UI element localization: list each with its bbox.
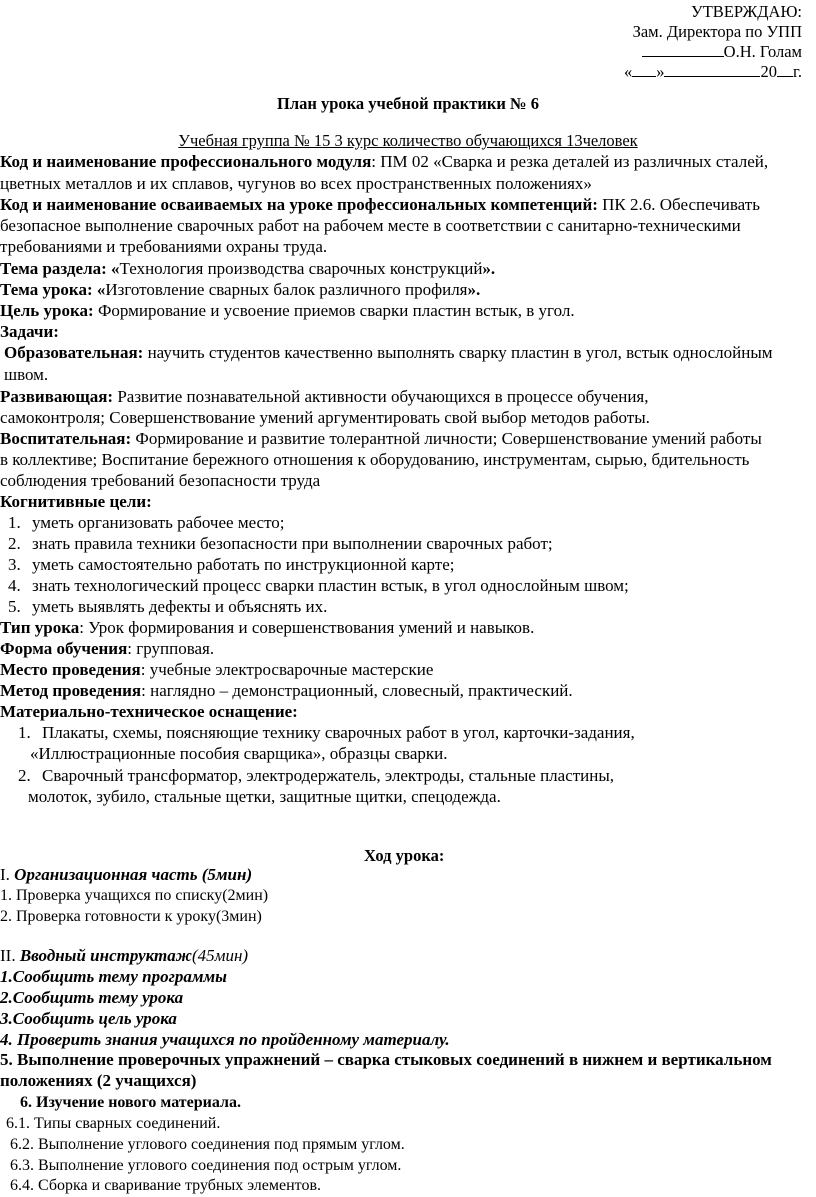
list-item bbox=[8, 575, 629, 597]
list-item bbox=[8, 533, 553, 555]
signature-blank bbox=[642, 42, 724, 57]
educational-line-1 bbox=[4, 342, 773, 364]
step-item: 3.Сообщить цель урока bbox=[0, 1009, 177, 1028]
lesson-method-label: Метод проведения bbox=[0, 681, 142, 700]
list-item-text: уметь самостоятельно работать по инструкционной карте; bbox=[32, 555, 455, 574]
list-item-text: знать правила техники безопасности при выполнении сварочных работ; bbox=[32, 534, 553, 553]
list-item-text: Проверка учащихся по списку(2мин) bbox=[16, 887, 269, 904]
list-item-number: 2. bbox=[18, 766, 31, 785]
lesson-theme-end: ». bbox=[467, 280, 481, 299]
step-item: 1.Сообщить тему программы bbox=[0, 967, 227, 986]
training-form-text: : групповая. bbox=[127, 639, 215, 658]
list-item-number: 1. bbox=[8, 513, 21, 532]
module-line-2: цветных металлов и их сплавов, чугунов во всех пространственных положениях» bbox=[0, 174, 592, 193]
year-prefix: 20 bbox=[760, 62, 777, 81]
competence-line-3: требованиями и требованиями охраны труда. bbox=[0, 237, 328, 256]
educational-text-1: научить студентов качественно выполнять сварку пластин в угол, встык однослойным bbox=[143, 343, 773, 362]
step-5-line-1: 5. Выполнение проверочных упражнений – сварка стыковых соединений в нижнем и вертикальном bbox=[0, 1050, 772, 1069]
educational-label: Образовательная: bbox=[4, 343, 144, 362]
developing-line-1 bbox=[0, 386, 649, 408]
upbringing-line-2: в коллективе; Воспитание бережного отношения к оборудованию, инструментам, сырью, бдительность bbox=[0, 450, 750, 469]
document-title: План урока учебной практики № 6 bbox=[277, 94, 539, 113]
equipment-item-1-text: Плакаты, схемы, поясняющие технику сварочных работ в угол, карточки-задания, bbox=[42, 723, 635, 742]
course-title: Ход урока: bbox=[364, 846, 445, 865]
sub-item: 6.3. Выполнение углового соединения под острым углом. bbox=[10, 1157, 402, 1174]
upbringing-text-1: Формирование и развитие толерантной личности; Совершенствование умений работы bbox=[131, 429, 762, 448]
equipment-label: Материально-техническое оснащение: bbox=[0, 702, 298, 721]
competence-line-2: безопасное выполнение сварочных работ на рабочем месте в соответствии с санитарно-техническими bbox=[0, 216, 741, 235]
part-2-heading bbox=[0, 945, 248, 967]
developing-label: Развивающая: bbox=[0, 387, 114, 406]
goal-label: Цель урока: bbox=[0, 301, 94, 320]
sub-item: 6.4. Сборка и сваривание трубных элементов. bbox=[10, 1177, 321, 1194]
lesson-theme-text: Изготовление сварных балок различного профиля bbox=[105, 280, 468, 299]
equipment-item-1 bbox=[18, 722, 635, 744]
part-1-item bbox=[0, 906, 262, 928]
step-5-line-2: положениях (2 учащихся) bbox=[0, 1071, 197, 1090]
list-item-number: 5. bbox=[8, 597, 21, 616]
developing-line-2: самоконтроля; Совершенствование умений аргументировать свой выбор методов работы. bbox=[0, 408, 650, 427]
date-open-quote: « bbox=[623, 62, 633, 81]
lesson-type bbox=[0, 617, 534, 639]
part-2-title: Вводный инструктаж bbox=[19, 946, 192, 965]
approval-signature bbox=[624, 42, 802, 62]
lesson-method-text: : наглядно – демонстрационный, словесный, практический. bbox=[141, 681, 573, 700]
part-1-number: I. bbox=[0, 865, 10, 884]
month-blank bbox=[664, 62, 760, 77]
module-text-1: : ПМ 02 «Сварка и резка деталей из различных сталей, bbox=[371, 152, 769, 171]
date-close-quote: » bbox=[656, 62, 665, 81]
year-blank bbox=[777, 62, 793, 77]
day-blank bbox=[632, 62, 656, 77]
list-item-text: уметь организовать рабочее место; bbox=[32, 513, 285, 532]
list-item-number: 3. bbox=[8, 555, 21, 574]
sub-item: 6.1. Типы сварных соединений. bbox=[6, 1115, 221, 1132]
list-item bbox=[8, 596, 328, 618]
training-form bbox=[0, 638, 214, 660]
competence-label: Код и наименование осваиваемых на уроке профессиональных компетенций: bbox=[0, 195, 598, 214]
section-theme-text: Технология производства сварочных конструкций bbox=[119, 259, 483, 278]
part-1-item bbox=[0, 885, 268, 907]
goal-text: Формирование и усвоение приемов сварки пластин встык, в угол. bbox=[93, 301, 575, 320]
approval-title: УТВЕРЖДАЮ: bbox=[691, 2, 802, 21]
module-line-1 bbox=[0, 151, 768, 173]
group-line: Учебная группа № 15 3 курс количество обучающихся 13человек bbox=[178, 131, 638, 150]
developing-text-1: Развитие познавательной активности обучающихся в процессе обучения, bbox=[113, 387, 649, 406]
part-2-time: (45мин) bbox=[191, 946, 249, 965]
list-item bbox=[8, 512, 285, 534]
step-item: 2.Сообщить тему урока bbox=[0, 988, 184, 1007]
section-theme-end: ». bbox=[482, 259, 496, 278]
equipment-item-2-text: Сварочный трансформатор, электродержатель, электроды, стальные пластины, bbox=[42, 766, 615, 785]
list-item-number: 2. bbox=[8, 534, 21, 553]
part-2-number: II. bbox=[0, 946, 16, 965]
list-item-number: 1. bbox=[18, 723, 31, 742]
list-item bbox=[8, 554, 455, 576]
section-theme-label: Тема раздела: « bbox=[0, 259, 120, 278]
module-label: Код и наименование профессионального модуля bbox=[0, 152, 372, 171]
equipment-item-2 bbox=[18, 765, 615, 787]
lesson-place-text: : учебные электросварочные мастерские bbox=[140, 660, 434, 679]
lesson-type-label: Тип урока bbox=[0, 618, 80, 637]
list-item-text: знать технологический процесс сварки пластин встык, в угол однослойным швом; bbox=[32, 576, 629, 595]
list-item-text: уметь выявлять дефекты и объяснять их. bbox=[32, 597, 328, 616]
approval-block bbox=[624, 2, 802, 82]
list-item-number: 2. bbox=[0, 908, 12, 925]
competence-line-1 bbox=[0, 194, 760, 216]
list-item-number: 1. bbox=[0, 887, 12, 904]
list-item-number: 4. bbox=[8, 576, 21, 595]
signature-name: О.Н. Голам bbox=[723, 42, 802, 61]
competence-text-1: ПК 2.6. Обеспечивать bbox=[597, 195, 760, 214]
part-1-title: Организационная часть (5мин) bbox=[14, 865, 253, 884]
approval-position: Зам. Директора по УПП bbox=[632, 22, 802, 41]
list-item-text: Проверка готовности к уроку(3мин) bbox=[16, 908, 262, 925]
lesson-place-label: Место проведения bbox=[0, 660, 141, 679]
tasks-label: Задачи: bbox=[0, 322, 59, 341]
training-form-label: Форма обучения bbox=[0, 639, 128, 658]
sub-item: 6.2. Выполнение углового соединения под прямым углом. bbox=[10, 1136, 405, 1153]
lesson-theme bbox=[0, 279, 480, 301]
upbringing-line-3: соблюдения требований безопасности труда bbox=[0, 471, 321, 490]
upbringing-line-1 bbox=[0, 428, 762, 450]
year-suffix: г. bbox=[792, 62, 802, 81]
lesson-method bbox=[0, 680, 573, 702]
lesson-goal bbox=[0, 300, 575, 322]
step-6-heading: 6. Изучение нового материала. bbox=[20, 1094, 241, 1111]
section-theme bbox=[0, 258, 495, 280]
lesson-theme-label: Тема урока: « bbox=[0, 280, 106, 299]
equipment-item-2-cont: молоток, зубило, стальные щетки, защитные щитки, спецодежда. bbox=[28, 787, 501, 806]
upbringing-label: Воспитательная: bbox=[0, 429, 132, 448]
part-1-heading bbox=[0, 864, 252, 886]
equipment-item-1-cont: «Иллюстрационные пособия сварщика», образцы сварки. bbox=[30, 744, 448, 763]
step-item: 4. Проверить знания учащихся по пройденному материалу. bbox=[0, 1030, 450, 1049]
educational-line-2: швом. bbox=[4, 365, 49, 384]
approval-date bbox=[624, 62, 802, 82]
lesson-type-text: : Урок формирования и совершенствования умений и навыков. bbox=[79, 618, 535, 637]
cognitive-label: Когнитивные цели: bbox=[0, 492, 152, 511]
lesson-place bbox=[0, 659, 433, 681]
